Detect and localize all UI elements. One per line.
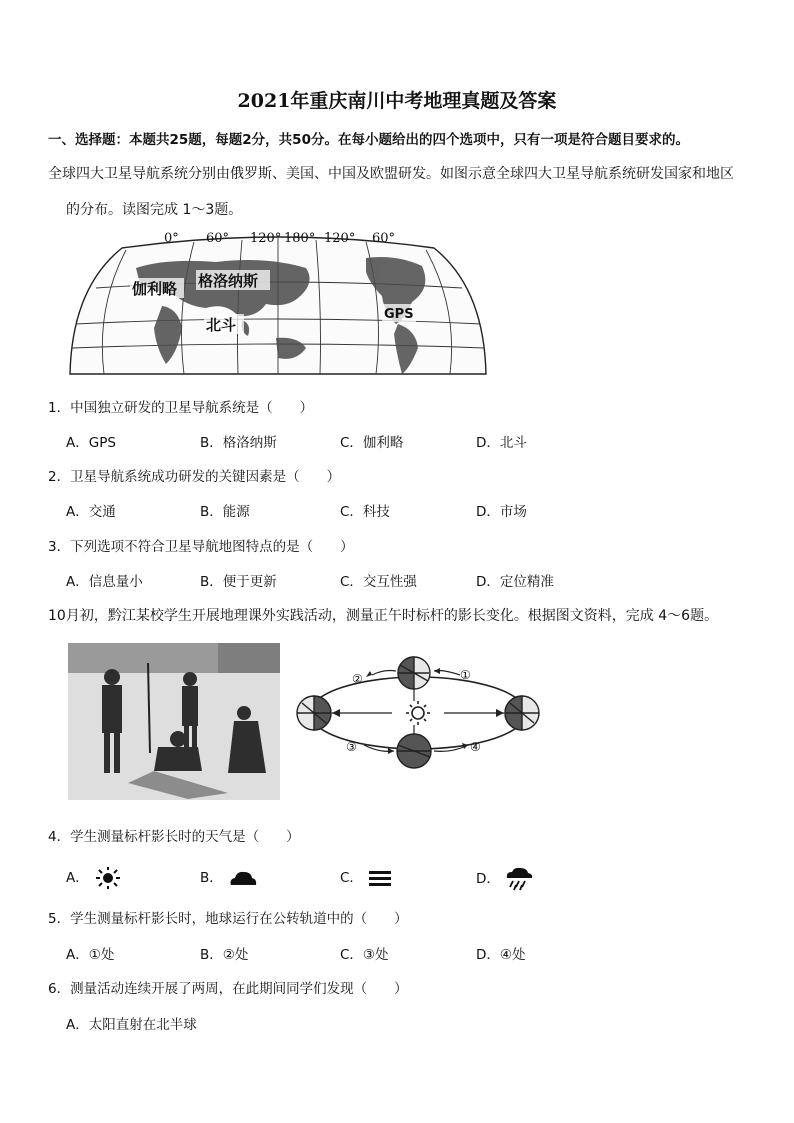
rain-icon bbox=[504, 866, 534, 892]
q1-option-a: A．GPS bbox=[66, 435, 116, 451]
satellite-system-map bbox=[66, 228, 490, 376]
q6-option-a: A．太阳直射在北半球 bbox=[66, 1017, 197, 1033]
q4-option-c-label: C． bbox=[340, 870, 363, 886]
question-1: 1．中国独立研发的卫星导航系统是（ ） bbox=[48, 400, 314, 416]
orbit-marker-2: ② bbox=[352, 672, 363, 686]
sun-icon bbox=[93, 866, 123, 890]
q4-option-a-label: A． bbox=[66, 870, 89, 886]
q1-option-b: B．格洛纳斯 bbox=[200, 435, 277, 451]
q3-option-a: A．信息量小 bbox=[66, 574, 143, 590]
question-6: 6．测量活动连续开展了两周，在此期间同学们发现（ ） bbox=[48, 981, 408, 997]
sun-symbol bbox=[406, 701, 430, 725]
label-glonass: 格洛纳斯 bbox=[198, 272, 259, 290]
q2-option-d: D．市场 bbox=[476, 504, 527, 520]
cloud-icon bbox=[227, 867, 259, 889]
q4-option-b bbox=[200, 866, 259, 889]
label-gps: GPS bbox=[384, 307, 414, 322]
question-3: 3．下列选项不符合卫星导航地图特点的是（ ） bbox=[48, 539, 354, 555]
q4-option-a bbox=[66, 866, 123, 890]
lon-label-1: 60° bbox=[206, 231, 230, 246]
q5-option-c: C．③处 bbox=[340, 947, 389, 963]
label-galileo: 伽利略 bbox=[132, 280, 178, 298]
q4-option-d bbox=[476, 866, 534, 892]
q3-option-d: D．定位精准 bbox=[476, 574, 554, 590]
intro-line-2: 的分布。读图完成 1～3题。 bbox=[66, 202, 243, 218]
question-2: 2．卫星导航系统成功研发的关键因素是（ ） bbox=[48, 469, 341, 485]
q3-option-c: C．交互性强 bbox=[340, 574, 417, 590]
q5-option-b: B．②处 bbox=[200, 947, 249, 963]
intro-line-1: 全球四大卫星导航系统分别由俄罗斯、美国、中国及欧盟研发。如图示意全球四大卫星导航系统研发国家和地区 bbox=[48, 166, 734, 182]
question-4: 4．学生测量标杆影长时的天气是（ ） bbox=[48, 829, 300, 845]
orbit-marker-3: ③ bbox=[346, 740, 357, 754]
label-beidou: 北斗 bbox=[206, 316, 237, 334]
q2-option-b: B．能源 bbox=[200, 504, 250, 520]
section-heading: 一、选择题：本题共25题，每题2分，共50分。在每小题给出的四个选项中，只有一项是符合题目要求的。 bbox=[48, 132, 689, 148]
q4-option-c bbox=[340, 866, 393, 889]
lon-label-2: 120° bbox=[250, 231, 282, 246]
q3-option-b: B．便于更新 bbox=[200, 574, 277, 590]
q1-option-d: D．北斗 bbox=[476, 435, 527, 451]
orbit-marker-1: ① bbox=[460, 668, 471, 682]
lon-label-3: 180° bbox=[284, 231, 316, 246]
intro-2: 10月初，黔江某校学生开展地理课外实践活动，测量正午时标杆的影长变化。根据图文资料，完成 4～6题。 bbox=[48, 608, 719, 624]
earth-orbit-diagram bbox=[292, 653, 544, 771]
page-title: 2021年重庆南川中考地理真题及答案 bbox=[237, 90, 557, 112]
lon-label-0: 0° bbox=[164, 231, 179, 246]
orbit-marker-4: ④ bbox=[470, 740, 481, 754]
q2-option-a: A．交通 bbox=[66, 504, 116, 520]
q2-option-c: C．科技 bbox=[340, 504, 390, 520]
lon-label-4: 120° bbox=[324, 231, 356, 246]
q4-option-b-label: B． bbox=[200, 870, 223, 886]
lon-label-5: 60° bbox=[372, 231, 396, 246]
students-measuring-photo bbox=[68, 643, 280, 800]
q5-option-a: A．①处 bbox=[66, 947, 115, 963]
question-5: 5．学生测量标杆影长时，地球运行在公转轨道中的（ ） bbox=[48, 911, 408, 927]
fog-icon bbox=[367, 867, 393, 889]
q1-option-c: C．伽利略 bbox=[340, 435, 404, 451]
q5-option-d: D．④处 bbox=[476, 947, 526, 963]
q4-option-d-label: D． bbox=[476, 871, 500, 887]
